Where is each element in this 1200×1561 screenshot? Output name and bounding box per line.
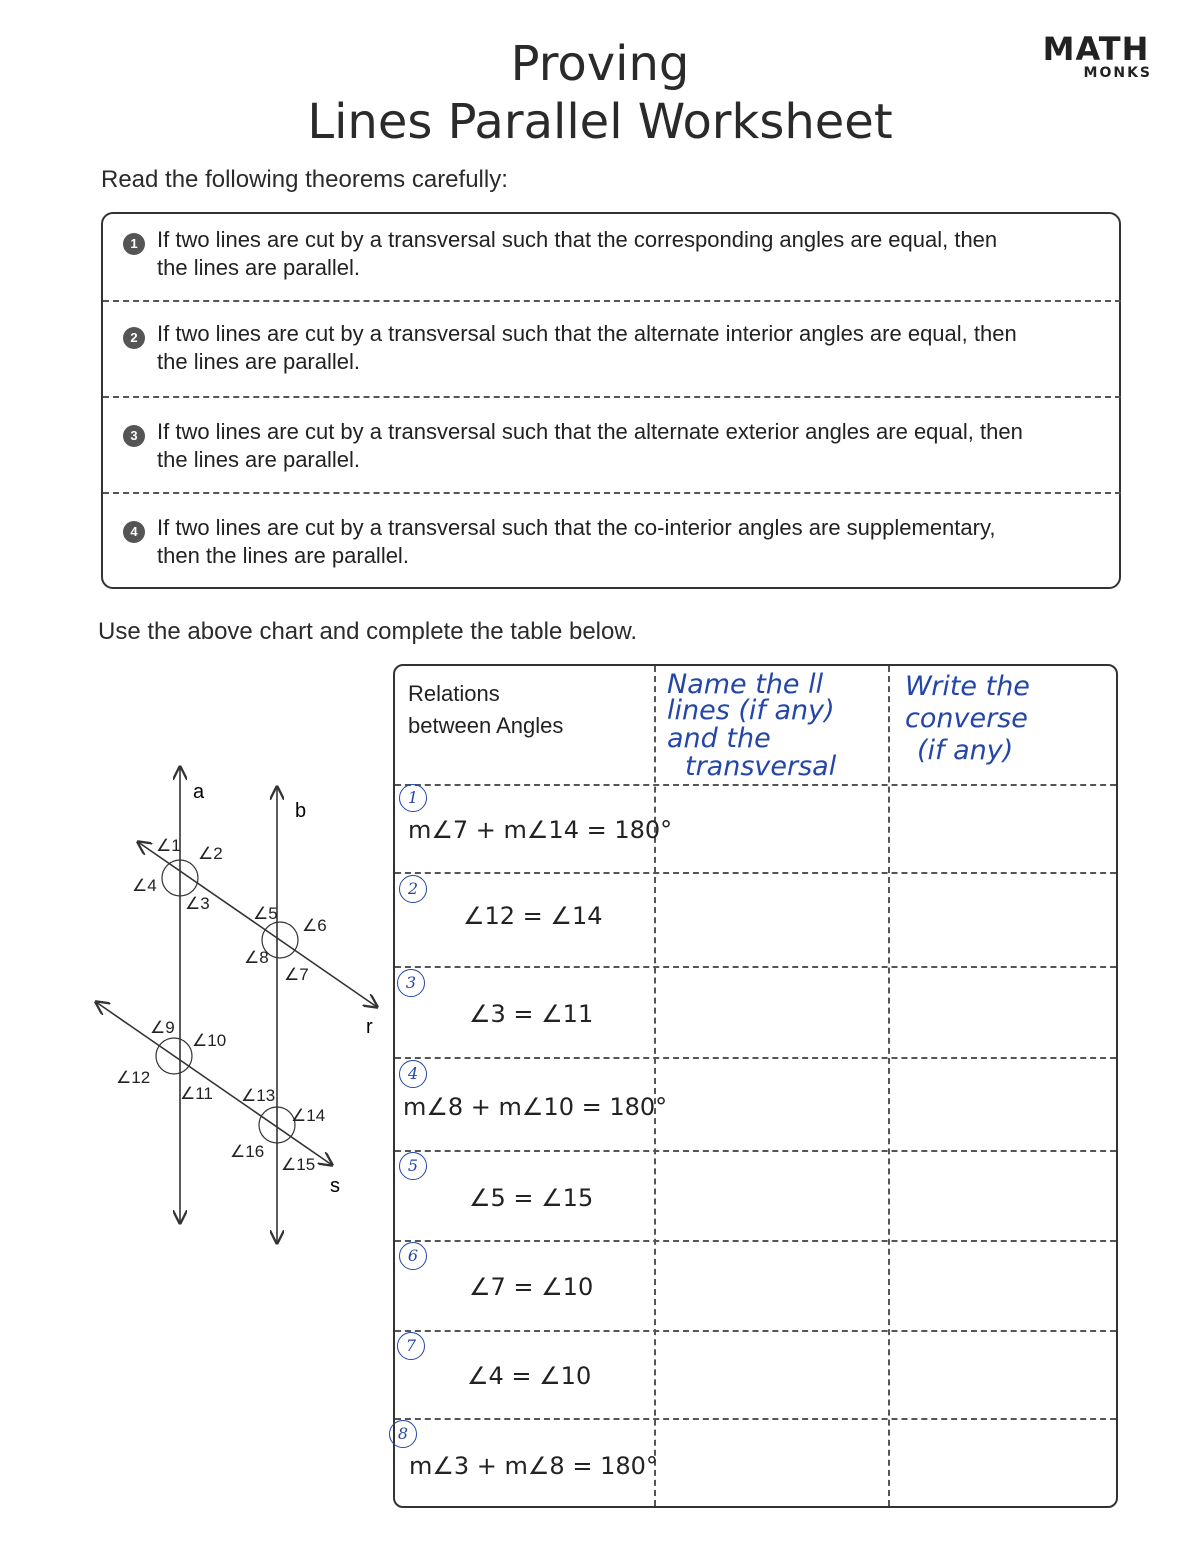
theorem-3 xyxy=(103,418,1121,474)
theorem-number-3: 3 xyxy=(123,425,145,447)
row-number-2: 2 xyxy=(399,875,427,903)
row-divider xyxy=(395,1418,1116,1420)
divider xyxy=(103,300,1121,302)
logo xyxy=(1040,32,1152,80)
row-divider xyxy=(395,872,1116,874)
row-number-3: 3 xyxy=(397,969,425,997)
hand-line: Write the xyxy=(905,671,1030,702)
angle-12: ∠12 xyxy=(116,1068,151,1087)
theorem-3-line1: If two lines are cut by a transversal such that the alternate exterior angles are equal, then xyxy=(157,419,1023,444)
angle-11: ∠11 xyxy=(180,1084,213,1103)
title-line-2: Lines Parallel Worksheet xyxy=(307,94,893,150)
hand-line: and the xyxy=(667,723,771,754)
hand-line: Name the ll xyxy=(667,669,824,700)
theorem-4-line2: then the lines are parallel. xyxy=(157,543,409,568)
relation-8: m∠3 + m∠8 = 180° xyxy=(409,1452,658,1480)
angle-2: ∠2 xyxy=(198,844,223,863)
theorem-3-line2: the lines are parallel. xyxy=(157,447,361,472)
header-relations-line2: between Angles xyxy=(408,713,564,738)
hand-line: (if any) xyxy=(917,735,1014,766)
theorem-2-line2: the lines are parallel. xyxy=(157,349,361,374)
angle-3: ∠3 xyxy=(185,894,210,913)
row-number-1: 1 xyxy=(399,784,427,812)
row-divider xyxy=(395,1057,1116,1059)
theorem-1-line1: If two lines are cut by a transversal such that the corresponding angles are equal, then xyxy=(157,227,998,252)
title-line-1: Proving xyxy=(510,36,690,92)
parallel-lines-diagram xyxy=(90,755,390,1255)
angle-1: ∠1 xyxy=(156,836,181,855)
angle-14: ∠14 xyxy=(291,1106,326,1125)
theorems-box xyxy=(101,212,1121,589)
divider xyxy=(103,396,1121,398)
row-divider xyxy=(395,1330,1116,1332)
logo-bottom: MONKS xyxy=(1083,65,1152,81)
angle-9: ∠9 xyxy=(150,1018,175,1037)
theorem-number-2: 2 xyxy=(123,327,145,349)
theorem-2 xyxy=(103,320,1121,376)
header-parallel-lines-handwritten xyxy=(667,670,836,782)
row-divider xyxy=(395,966,1116,968)
angle-16: ∠16 xyxy=(230,1142,265,1161)
theorem-1-line2: the lines are parallel. xyxy=(157,255,361,280)
angle-10: ∠10 xyxy=(192,1031,227,1050)
relations-table xyxy=(393,664,1118,1508)
divider xyxy=(103,492,1121,494)
theorem-number-1: 1 xyxy=(123,233,145,255)
theorem-number-4: 4 xyxy=(123,521,145,543)
label-r: r xyxy=(366,1016,373,1038)
theorem-4 xyxy=(103,514,1121,570)
header-converse-handwritten xyxy=(905,672,1030,766)
row-number-7: 7 xyxy=(397,1332,425,1360)
relation-4: m∠8 + m∠10 = 180° xyxy=(403,1093,668,1121)
instruction-read: Read the following theorems carefully: xyxy=(101,166,508,193)
relation-5: ∠5 = ∠15 xyxy=(469,1184,594,1212)
row-divider xyxy=(395,784,1116,786)
column-divider xyxy=(888,666,890,1506)
angle-6: ∠6 xyxy=(302,916,327,935)
angle-5: ∠5 xyxy=(253,904,278,923)
theorem-4-line1: If two lines are cut by a transversal such that the co-interior angles are supplementary, xyxy=(157,515,996,540)
theorem-2-line1: If two lines are cut by a transversal such that the alternate interior angles are equal, then xyxy=(157,321,1017,346)
line-r xyxy=(138,842,377,1007)
column-divider xyxy=(654,666,656,1506)
label-a: a xyxy=(193,781,205,803)
label-b: b xyxy=(295,800,307,822)
header-relations xyxy=(408,678,563,742)
row-number-6: 6 xyxy=(399,1242,427,1270)
hand-line: lines (if any) xyxy=(667,695,835,726)
row-divider xyxy=(395,1240,1116,1242)
row-number-8: 8 xyxy=(389,1420,417,1448)
row-divider xyxy=(395,1150,1116,1152)
label-s: s xyxy=(330,1175,340,1197)
angle-13: ∠13 xyxy=(241,1086,276,1105)
logo-top: MATH xyxy=(1042,30,1150,68)
angle-7: ∠7 xyxy=(284,965,309,984)
relation-2: ∠12 = ∠14 xyxy=(463,902,603,930)
relation-3: ∠3 = ∠11 xyxy=(469,1000,594,1028)
hand-line: converse xyxy=(905,703,1028,734)
hand-line: transversal xyxy=(685,751,837,782)
relation-1: m∠7 + m∠14 = 180° xyxy=(408,816,673,844)
row-number-4: 4 xyxy=(399,1060,427,1088)
angle-4: ∠4 xyxy=(132,876,157,895)
theorem-1 xyxy=(103,226,1121,282)
relation-7: ∠4 = ∠10 xyxy=(467,1362,592,1390)
row-number-5: 5 xyxy=(399,1152,427,1180)
instruction-use: Use the above chart and complete the table below. xyxy=(98,618,638,645)
angle-8: ∠8 xyxy=(244,948,269,967)
angle-15: ∠15 xyxy=(281,1155,316,1174)
header-relations-line1: Relations xyxy=(408,681,500,706)
relation-6: ∠7 = ∠10 xyxy=(469,1273,594,1301)
